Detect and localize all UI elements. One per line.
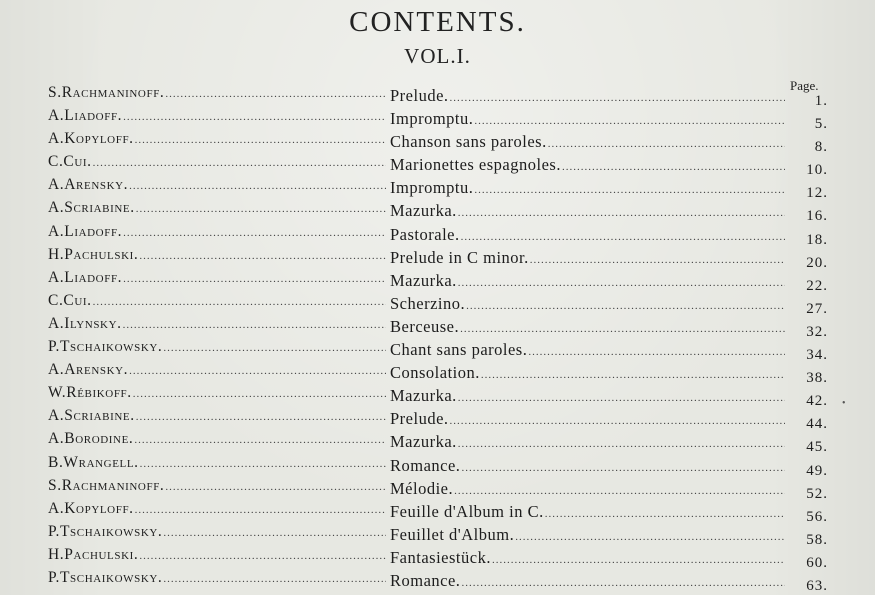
composer-name: H.Pachulski. <box>48 245 139 263</box>
piece-title: Mazurka. <box>390 432 457 452</box>
piece-title: Impromptu. <box>390 178 474 198</box>
dot-leader <box>136 411 386 423</box>
page-number: 58. <box>806 531 828 548</box>
dot-leader <box>530 254 785 266</box>
contents-entry[interactable] <box>0 315 875 338</box>
dot-leader <box>163 573 386 585</box>
piece-title: Prelude in C minor. <box>390 247 529 267</box>
contents-list <box>0 84 875 592</box>
dot-leader <box>123 227 386 239</box>
piece-title: Romance. <box>390 570 461 590</box>
page-column-label: Page. <box>790 78 819 93</box>
dot-leader <box>129 180 386 192</box>
contents-entry[interactable] <box>0 130 875 156</box>
dot-leader <box>466 300 785 312</box>
piece-title: Mélodie. <box>390 478 454 498</box>
contents-entry[interactable] <box>0 153 875 179</box>
piece-title: Berceuse. <box>390 316 460 336</box>
piece-title: Scherzino. <box>390 293 466 313</box>
page-title: CONTENTS. <box>349 6 526 38</box>
contents-entry[interactable] <box>0 84 875 107</box>
page-number: 32. <box>806 323 828 340</box>
dot-leader <box>163 527 386 539</box>
page-number: 60. <box>806 554 828 571</box>
contents-entry[interactable] <box>0 546 875 569</box>
dot-leader <box>461 577 785 589</box>
dot-leader <box>135 504 386 516</box>
composer-name: P.Tschaikowsky. <box>48 522 163 540</box>
composer-name: A.Scriabine. <box>48 407 135 425</box>
dot-leader <box>123 319 386 331</box>
dot-leader <box>165 481 386 493</box>
composer-name: S.Rachmaninoff. <box>48 476 165 494</box>
piece-title: Feuille d'Album in C. <box>390 501 544 521</box>
page-number: 16. <box>806 208 828 225</box>
dot-leader <box>461 231 785 243</box>
dot-leader <box>461 462 785 474</box>
piece-title: Impromptu. <box>390 109 474 129</box>
contents-entry[interactable] <box>0 477 875 500</box>
dot-leader <box>458 392 785 404</box>
composer-name: P.Tschaikowsky. <box>48 568 163 586</box>
paper-mark: • <box>842 398 846 409</box>
dot-leader <box>134 434 386 446</box>
piece-title: Prelude. <box>390 409 449 429</box>
piece-title: Mazurka. <box>390 386 457 406</box>
contents-entry[interactable] <box>0 454 875 477</box>
composer-name: A.Liadoff. <box>48 268 123 286</box>
dot-leader <box>93 157 386 169</box>
contents-entry[interactable] <box>0 361 875 387</box>
composer-name: H.Pachulski. <box>48 545 139 563</box>
page-number: 27. <box>806 300 828 317</box>
page-number: 20. <box>806 254 828 271</box>
dot-leader <box>133 388 386 400</box>
piece-title: Prelude. <box>390 86 449 105</box>
piece-title: Fantasiestück. <box>390 547 491 567</box>
page-number: 38. <box>806 370 828 387</box>
contents-entry[interactable] <box>0 246 875 269</box>
page-number: 45. <box>806 439 828 456</box>
dot-leader <box>474 184 785 196</box>
composer-name: A.Kopyloff. <box>48 499 134 517</box>
dot-leader <box>458 277 785 289</box>
dot-leader <box>458 207 785 219</box>
contents-entry[interactable] <box>0 176 875 202</box>
dot-leader <box>135 134 386 146</box>
composer-name: C.Cui. <box>48 291 92 309</box>
dot-leader <box>515 531 785 543</box>
page-number: 56. <box>806 508 828 525</box>
piece-title: Pastorale. <box>390 224 460 244</box>
composer-name: A.Liadoff. <box>48 222 123 240</box>
contents-entry[interactable] <box>0 269 875 292</box>
page-number: 10. <box>806 162 828 179</box>
piece-title: Feuillet d'Album. <box>390 524 515 544</box>
piece-title: Romance. <box>390 455 461 475</box>
volume-heading: VOL.I. <box>404 44 471 68</box>
composer-name: A.Arensky. <box>48 176 129 194</box>
page-number: 34. <box>806 347 828 364</box>
dot-leader <box>562 161 785 173</box>
page-number: 18. <box>806 231 828 248</box>
composer-name: A.Kopyloff. <box>48 130 134 148</box>
dot-leader <box>528 346 785 358</box>
dot-leader <box>545 508 785 520</box>
dot-leader <box>123 111 386 123</box>
dot-leader <box>123 273 386 285</box>
contents-entry[interactable] <box>0 569 875 592</box>
page-number: 5. <box>814 116 828 133</box>
dot-leader <box>492 554 785 566</box>
dot-leader <box>139 250 386 262</box>
contents-entry[interactable] <box>0 430 875 456</box>
page-number: 42. <box>806 393 828 410</box>
composer-name: A.Borodine. <box>48 430 134 448</box>
page-number: 8. <box>814 139 828 156</box>
page-number: 63. <box>806 577 828 594</box>
page-number: 49. <box>806 462 828 479</box>
page-number: 22. <box>806 277 828 294</box>
contents-entry[interactable] <box>0 523 875 546</box>
piece-title: Marionettes espagnoles. <box>390 155 561 175</box>
dot-leader <box>450 415 785 427</box>
dot-leader <box>460 323 785 335</box>
composer-name: A.Liadoff. <box>48 107 123 125</box>
contents-entry[interactable] <box>0 407 875 433</box>
dot-leader <box>474 115 785 127</box>
dot-leader <box>129 365 386 377</box>
piece-title: Chanson sans paroles. <box>390 132 547 152</box>
composer-name: A.Arensky. <box>48 361 129 379</box>
piece-title: Chant sans paroles. <box>390 340 528 360</box>
composer-name: A.Ilynsky. <box>48 314 122 332</box>
composer-name: S.Rachmaninoff. <box>48 84 165 101</box>
dot-leader <box>458 438 785 450</box>
dot-leader <box>450 92 785 104</box>
composer-name: W.Rébikoff. <box>48 384 132 402</box>
dot-leader <box>139 550 386 562</box>
contents-entry[interactable] <box>0 292 875 315</box>
dot-leader <box>136 203 386 215</box>
contents-entry[interactable] <box>0 199 875 225</box>
page-number: 12. <box>806 185 828 202</box>
contents-entry[interactable] <box>0 223 875 246</box>
dot-leader <box>163 342 386 354</box>
contents-entry[interactable] <box>0 384 875 410</box>
dot-leader <box>454 485 785 497</box>
composer-name: A.Scriabine. <box>48 199 135 217</box>
page-number: 52. <box>806 485 828 502</box>
piece-title: Consolation. <box>390 363 480 383</box>
dot-leader <box>165 88 386 100</box>
contents-entry[interactable] <box>0 500 875 523</box>
page-number: 44. <box>806 416 828 433</box>
dot-leader <box>548 138 785 150</box>
contents-entry[interactable] <box>0 107 875 133</box>
composer-name: P.Tschaikowsky. <box>48 338 163 356</box>
piece-title: Mazurka. <box>390 270 457 290</box>
page-number: 1. <box>814 93 828 109</box>
dot-leader <box>140 458 386 470</box>
dot-leader <box>93 296 386 308</box>
contents-entry[interactable] <box>0 338 875 364</box>
dot-leader <box>481 369 785 381</box>
composer-name: C.Cui. <box>48 153 92 171</box>
composer-name: B.Wrangell. <box>48 453 139 471</box>
piece-title: Mazurka. <box>390 201 457 221</box>
